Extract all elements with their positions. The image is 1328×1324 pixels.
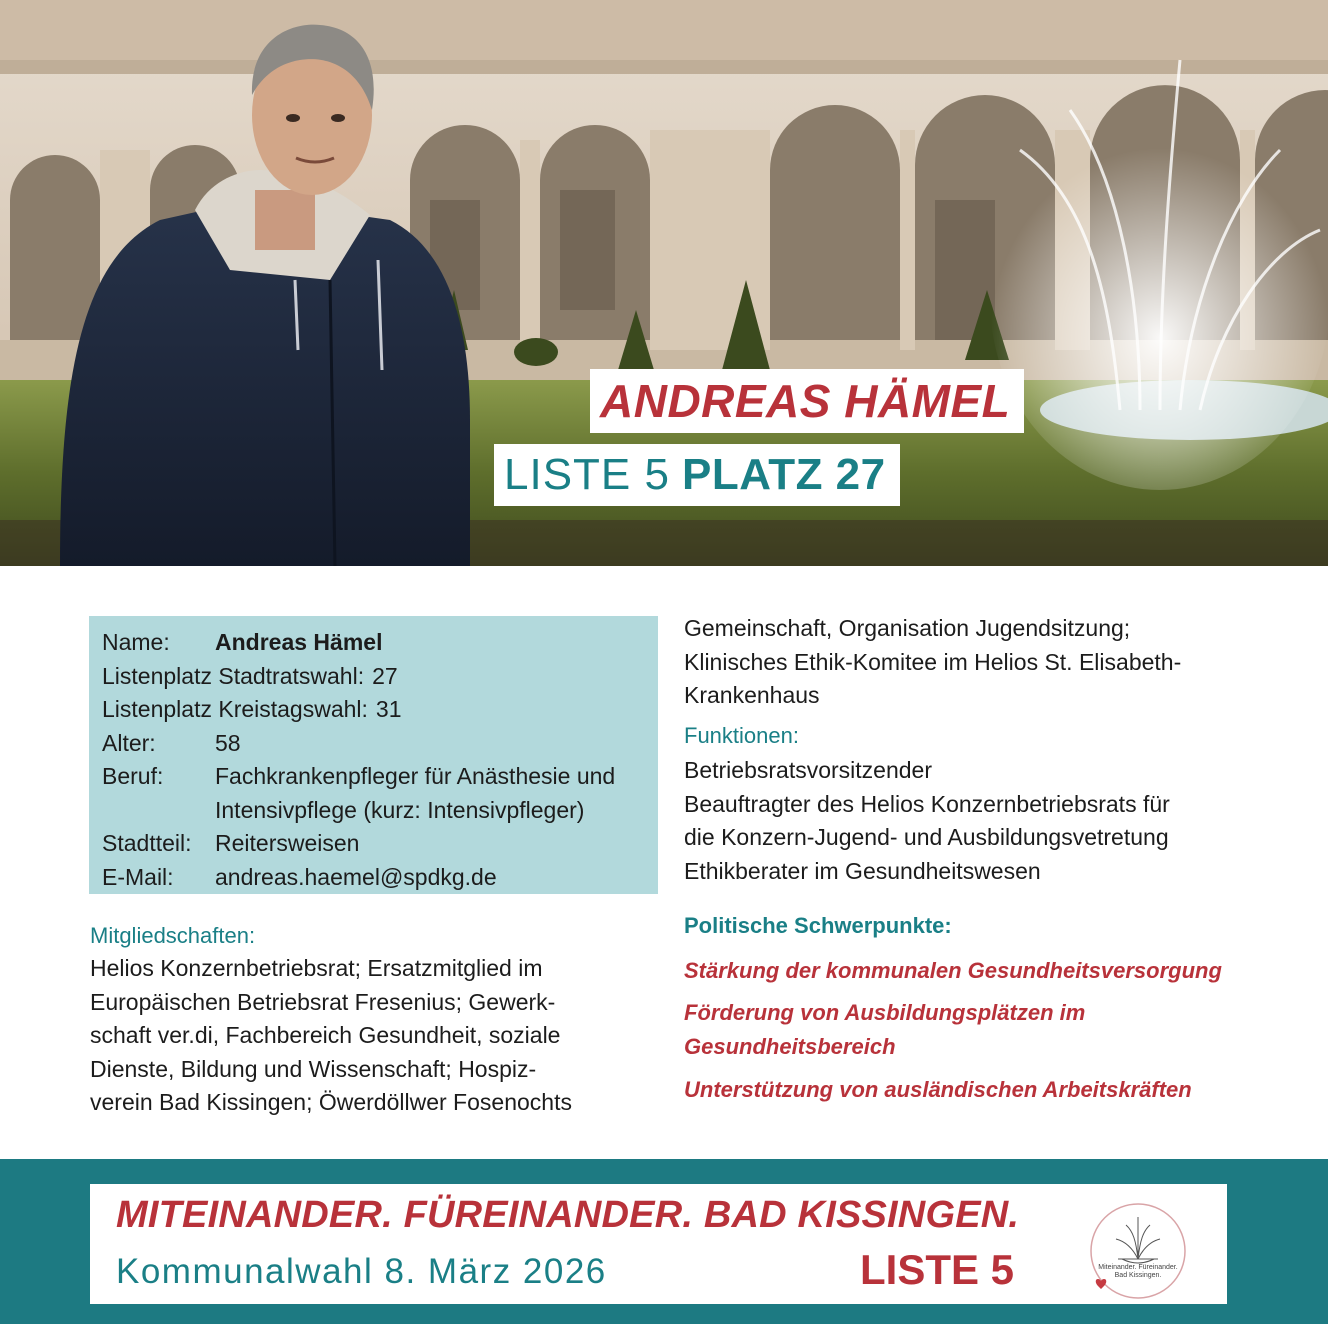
info-row-district — [102, 827, 658, 861]
info-value: 31 — [375, 696, 402, 722]
memberships-line: verein Bad Kissingen; Öwerdöllwer Fosenochts — [90, 1089, 572, 1115]
info-label: Listenplatz Stadtratswahl: — [102, 662, 365, 689]
logo-line-2: Bad Kissingen. — [1114, 1272, 1162, 1279]
email-value: andreas.haemel@spdkg.de — [215, 863, 497, 890]
info-label: Listenplatz Kreistagswahl: — [102, 696, 368, 722]
memberships-heading: Mitgliedschaften: — [90, 923, 256, 948]
info-row-job — [102, 760, 658, 827]
info-value: Reitersweisen — [215, 830, 360, 856]
function-item: Beauftragter des Helios Konzernbetriebsrats für — [684, 790, 1170, 817]
focus-item-2-line-2: Gesundheitsbereich — [684, 1034, 896, 1059]
info-label: Alter: — [102, 729, 156, 756]
focus-item-1: Stärkung der kommunalen Gesundheitsversorgung — [684, 958, 1222, 983]
logo-line-1: Miteinander. Füreinander. — [1098, 1264, 1178, 1271]
function-item: Betriebsratsvorsitzender — [684, 757, 932, 783]
functions-text — [684, 754, 1244, 888]
info-label: Stadtteil: — [102, 830, 192, 856]
memberships-line: schaft ver.di, Fachbereich Gesundheit, soziale — [90, 1022, 561, 1048]
info-row-stadtrat — [102, 660, 658, 694]
footer-slogan: MITEINANDER. FÜREINANDER. BAD KISSINGEN. — [116, 1194, 1020, 1236]
list-position: PLATZ 27 — [681, 450, 886, 499]
focus-heading: Politische Schwerpunkte: — [684, 913, 952, 938]
info-row-name — [102, 626, 658, 660]
hero-photo — [0, 0, 1328, 566]
info-row-kreistag — [102, 693, 658, 727]
info-label: Name: — [102, 629, 170, 655]
function-item: Ethikberater im Gesundheitswesen — [684, 857, 1041, 884]
campaign-logo — [1088, 1201, 1188, 1301]
focus-item-2 — [684, 996, 1244, 1064]
info-label: E-Mail: — [102, 863, 174, 890]
job-line-2: Intensivpflege (kurz: Intensivpfleger) — [215, 796, 585, 823]
memberships-continuation — [684, 612, 1244, 713]
job-line-1: Fachkrankenpfleger für Anästhesie und — [215, 763, 616, 789]
memberships-line: Klinisches Ethik-Komitee im Helios St. Elisabeth- — [684, 648, 1182, 675]
focus-item-3: Unterstützung von ausländischen Arbeitskräften — [684, 1077, 1192, 1102]
memberships-line: Gemeinschaft, Organisation Jugendsitzung; — [684, 615, 1131, 641]
footer-list-number: LISTE 5 — [860, 1246, 1015, 1293]
profile-info-box — [89, 616, 658, 894]
memberships-line: Europäischen Betriebsrat Fresenius; Gewerk- — [90, 988, 556, 1015]
memberships-text — [90, 952, 630, 1120]
info-value: 58 — [215, 729, 241, 756]
functions-heading: Funktionen: — [684, 723, 799, 748]
function-item: die Konzern-Jugend- und Ausbildungsvetretung — [684, 824, 1169, 850]
candidate-name: ANDREAS HÄMEL — [600, 375, 1011, 427]
info-value: 27 — [372, 662, 398, 689]
info-row-age — [102, 727, 658, 761]
focus-item-2-line-1: Förderung von Ausbildungsplätzen im — [684, 1000, 1086, 1025]
info-value: Andreas Hämel — [215, 629, 383, 655]
list-position-banner — [494, 444, 900, 506]
memberships-line: Krankenhaus — [684, 682, 820, 708]
memberships-line: Helios Konzernbetriebsrat; Ersatzmitglied im — [90, 955, 543, 981]
info-label: Beruf: — [102, 763, 164, 789]
candidate-name-banner — [590, 369, 1024, 433]
list-prefix: LISTE 5 — [504, 450, 670, 499]
info-value — [215, 760, 658, 827]
election-date: Kommunalwahl 8. März 2026 — [116, 1252, 607, 1291]
memberships-line: Dienste, Bildung und Wissenschaft; Hospiz- — [90, 1055, 537, 1082]
logo-caption — [1098, 1264, 1178, 1280]
info-row-email — [102, 861, 658, 895]
